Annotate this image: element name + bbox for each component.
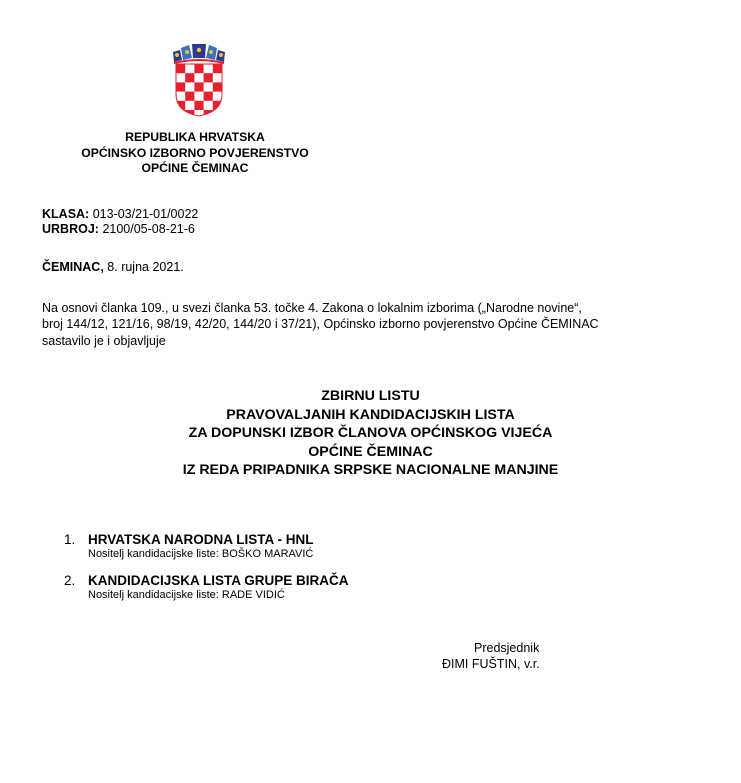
list-name: KANDIDACIJSKA LISTA GRUPE BIRAČA (88, 573, 349, 588)
list-number: 2. (64, 573, 76, 588)
title-line: IZ REDA PRIPADNIKA SRPSKE NACIONALNE MANJINE (182, 462, 559, 479)
place-date-line (42, 260, 184, 276)
klasa-label: KLASA: (42, 207, 90, 221)
intro-line: broj 144/12, 121/16, 98/19, 42/20, 144/20 i 37/21), Općinsko izborno povjerenstvo Općine ČEMINAC (42, 317, 599, 332)
list-holder: Nositelj kandidacijske liste: RADE VIDIĆ (88, 589, 285, 601)
list-item (64, 532, 349, 561)
klasa-line (42, 207, 198, 223)
header-line-commission: OPĆINSKO IZBORNO POVJERENSTVO (81, 145, 309, 160)
list-name: HRVATSKA NARODNA LISTA - HNL (88, 532, 314, 547)
place-label: ČEMINAC, (42, 260, 104, 274)
intro-paragraph (42, 300, 702, 349)
list-number: 1. (64, 532, 76, 547)
list-item (64, 573, 349, 602)
title-line: ZBIRNU LISTU (321, 388, 420, 404)
coat-of-arms-emblem (170, 42, 228, 117)
header-line-country: REPUBLIKA HRVATSKA (125, 130, 265, 144)
intro-line: sastavilo je i objavljuje (42, 333, 166, 348)
intro-line: Na osnovi članka 109., u svezi članka 53. točke 4. Zakona o lokalnim izborima („Narodne novine“, (42, 301, 582, 315)
title-line: ZA DOPUNSKI IZBOR ČLANOVA OPĆINSKOG VIJEĆA (188, 425, 553, 442)
title-line: PRAVOVALJANIH KANDIDACIJSKIH LISTA (226, 406, 515, 423)
urbroj-label: URBROJ: (42, 222, 99, 236)
crown (173, 44, 225, 64)
signature-name: ĐIMI FUŠTIN, v.r. (442, 657, 540, 671)
candidate-lists (64, 532, 349, 614)
urbroj-value: 2100/05-08-21-6 (102, 222, 195, 236)
signature-block (442, 640, 540, 672)
klasa-value: 013-03/21-01/0022 (92, 207, 199, 221)
list-holder: Nositelj kandidacijske liste: BOŠKO MARAVIĆ (88, 548, 314, 560)
document-title (0, 387, 741, 480)
title-line: OPĆINE ČEMINAC (308, 443, 433, 460)
issuing-authority-header (62, 130, 328, 177)
signature-role: Predsjednik (474, 641, 540, 655)
date-value: 8. rujna 2021. (107, 260, 184, 274)
header-line-municipality: OPĆINE ČEMINAC (141, 161, 249, 175)
urbroj-line (42, 222, 195, 238)
